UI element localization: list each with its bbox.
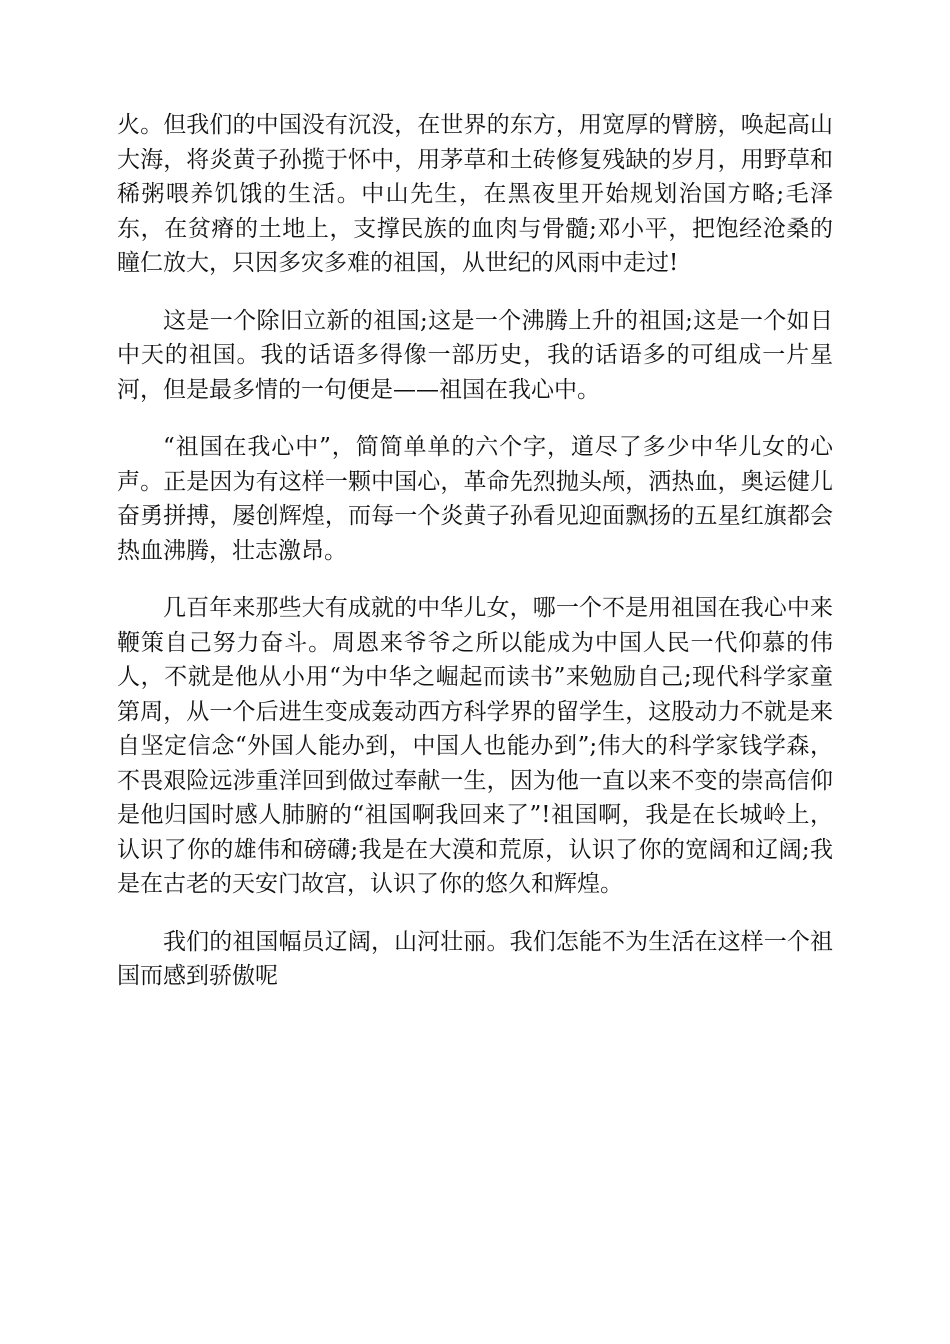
paragraph-1: 火。但我们的中国没有沉没，在世界的东方，用宽厚的臂膀，唤起高山大海，将炎黄子孙揽于怀中，用茅草和土砖修复残缺的岁月，用野草和稀粥喂养饥饿的生活。中山先生，在黑夜里开始规划治国方略;毛泽东，在贫瘠的土地上，支撑民族的血肉与骨髓;邓小平，把饱经沧桑的瞳仁放大，只因多灾多难的祖国，从世纪的风雨中走过! — [117, 112, 833, 276]
document-body — [117, 108, 833, 1017]
paragraph-5: 我们的祖国幅员辽阔，山河壮丽。我们怎能不为生活在这样一个祖国而感到骄傲呢 — [117, 928, 833, 989]
paragraph-2: 这是一个除旧立新的祖国;这是一个沸腾上升的祖国;这是一个如日中天的祖国。我的话语多得像一部历史，我的话语多的可组成一片星河，但是最多情的一句便是——祖国在我心中。 — [117, 307, 833, 403]
paragraph-4: 几百年来那些大有成就的中华儿女，哪一个不是用祖国在我心中来鞭策自己努力奋斗。周恩来爷爷之所以能成为中国人民一代仰慕的伟人，不就是他从小用“为中华之崛起而读书”来勉励自己;现代科学家童第周，从一个后进生变成轰动西方科学界的留学生，这股动力不就是来自坚定信念“外国人能办到，中国人也能办到”;伟大的科学家钱学森，不畏艰险远涉重洋回到做过奉献一生，因为他一直以来不变的崇高信仰是他归国时感人肺腑的“祖国啊我回来了”!祖国啊，我是在长城岭上，认识了你的雄伟和磅礴;我是在大漠和荒原，认识了你的宽阔和辽阔;我是在古老的天安门故宫，认识了你的悠久和辉煌。 — [117, 595, 833, 897]
paragraph-3: “祖国在我心中”，简简单单的六个字，道尽了多少中华儿女的心声。正是因为有这样一颗中国心，革命先烈抛头颅，洒热血，奥运健儿奋勇拼搏，屡创辉煌，而每一个炎黄子孙看见迎面飘扬的五星红旗都会热血沸腾，壮志激昂。 — [117, 434, 833, 564]
